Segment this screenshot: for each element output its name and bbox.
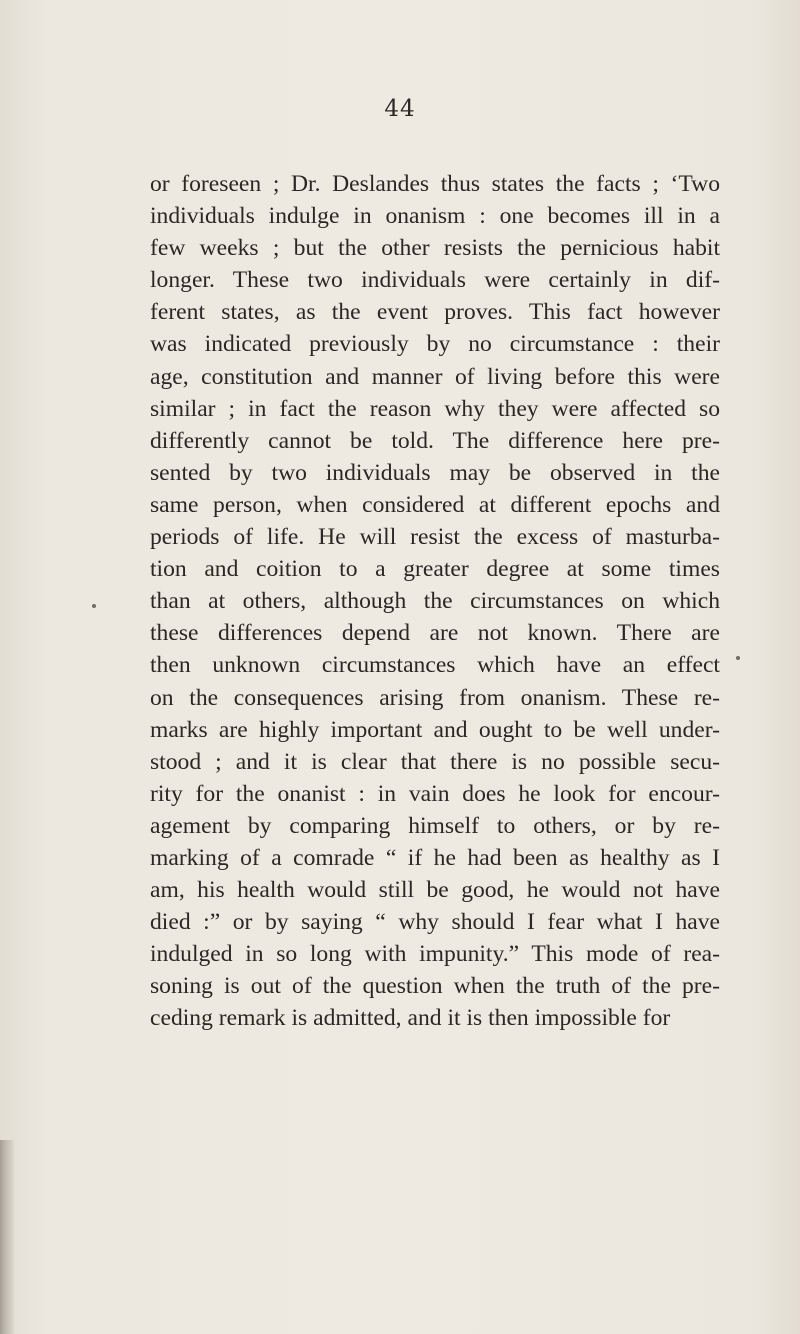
text-line: soning is out of the question when the truth of the pre-: [150, 973, 720, 1000]
text-line: marking of a comrade “ if he had been as healthy as I: [150, 844, 720, 871]
text-line: age, constitution and manner of living before this were: [150, 363, 720, 390]
text-line: ferent states, as the event proves. This fact however: [150, 299, 720, 326]
body-text: [150, 168, 720, 1035]
text-line: differently cannot be told. The difference here pre-: [150, 427, 720, 454]
text-line: died :” or by saying “ why should I fear what I have: [150, 909, 720, 936]
text-line: same person, when considered at different epochs and: [150, 491, 720, 518]
text-line: marks are highly important and ought to be well under-: [150, 716, 720, 743]
binding-shadow: [0, 1140, 14, 1334]
text-line: or foreseen ; Dr. Deslandes thus states the facts ; ‘Two: [150, 171, 720, 197]
text-line: stood ; and it is clear that there is no possible secu-: [150, 748, 720, 775]
text-line: individuals indulge in onanism : one becomes ill in a: [150, 203, 720, 230]
text-line: sented by two individuals may be observed in the: [150, 459, 720, 486]
text-line: longer. These two individuals were certainly in dif-: [150, 267, 720, 294]
text-line: few weeks ; but the other resists the pernicious habit: [150, 235, 720, 262]
text-line: periods of life. He will resist the excess of masturba-: [150, 524, 720, 551]
text-line: then unknown circumstances which have an effect: [150, 652, 720, 679]
text-line: than at others, although the circumstances on which: [150, 588, 720, 615]
paper-speck: [736, 656, 740, 660]
text-line: agement by comparing himself to others, or by re-: [150, 812, 720, 839]
text-line: am, his health would still be good, he would not have: [150, 877, 720, 904]
text-line: was indicated previously by no circumstance : their: [150, 331, 720, 358]
page-number: 44: [384, 96, 416, 122]
text-line: ceding remark is admitted, and it is then impossible for: [150, 1005, 671, 1032]
text-line: rity for the onanist : in vain does he look for encour-: [150, 780, 720, 807]
text-line: similar ; in fact the reason why they were affected so: [150, 395, 720, 422]
paper-speck: [92, 604, 96, 608]
text-line: indulged in so long with impunity.” This mode of rea-: [150, 941, 720, 968]
text-line: on the consequences arising from onanism. These re-: [150, 684, 720, 711]
text-line: these differences depend are not known. There are: [150, 620, 720, 647]
text-line: tion and coition to a greater degree at some times: [150, 556, 720, 583]
